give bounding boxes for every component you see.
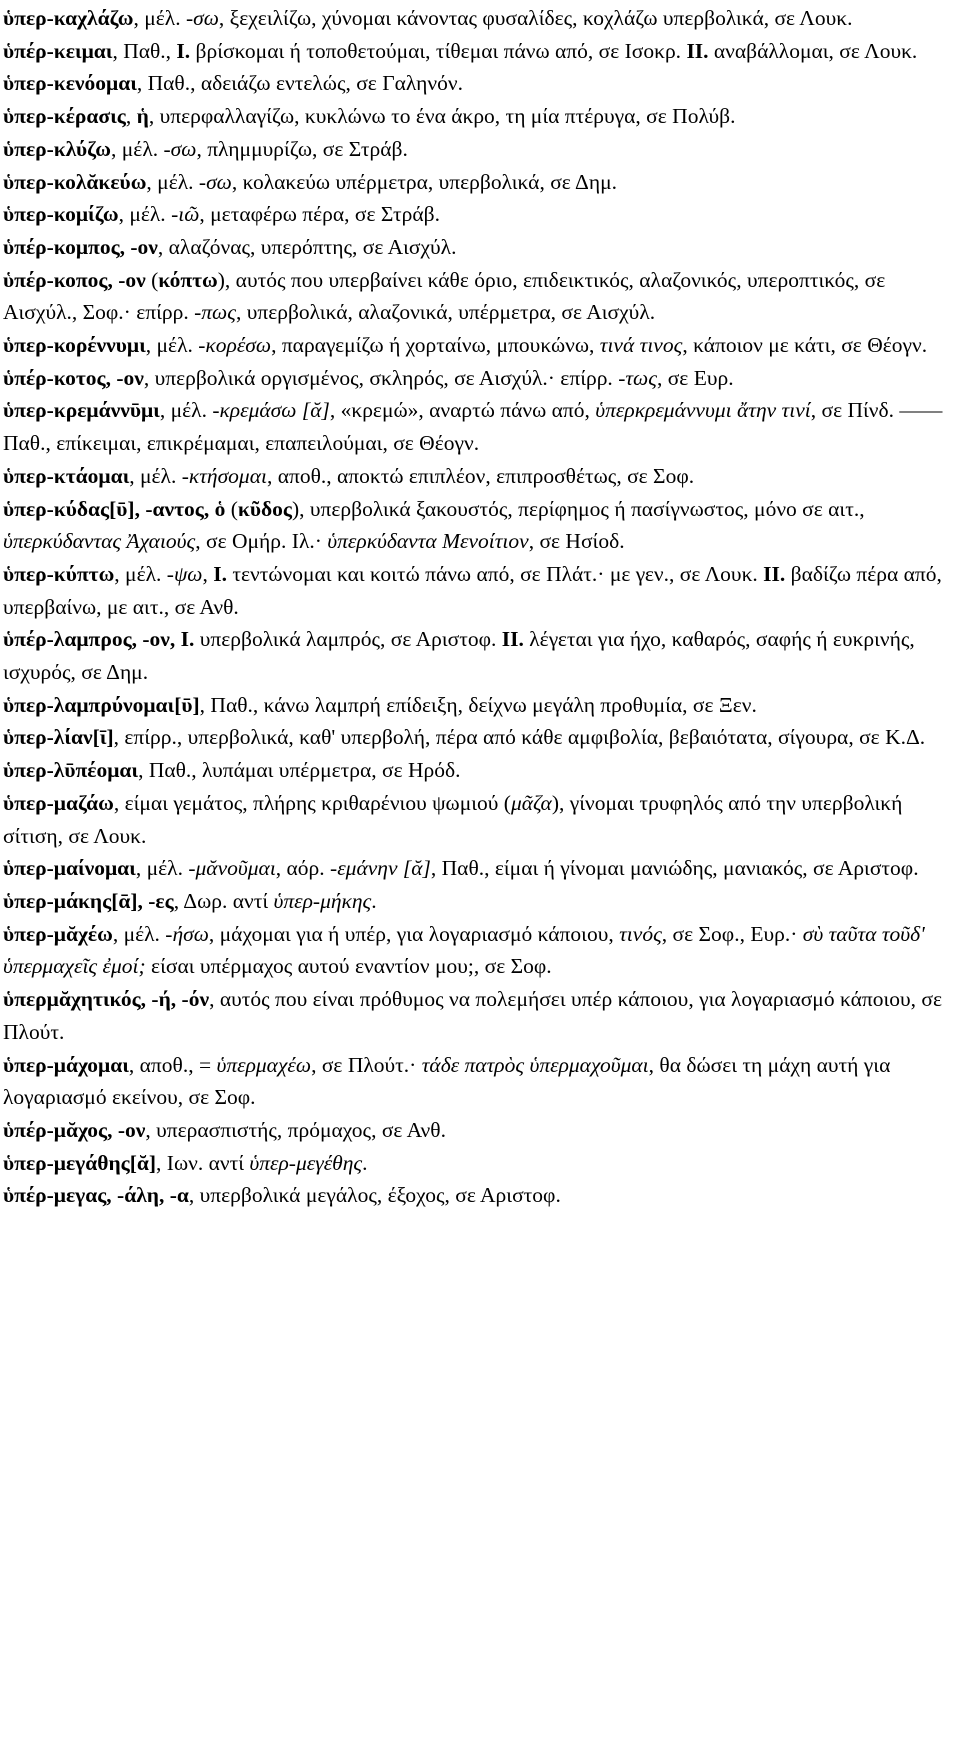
- entry-text: , σε Ομήρ. Ιλ.·: [195, 529, 328, 554]
- dictionary-entry: [3, 394, 946, 459]
- entry-text: , μέλ.: [118, 202, 172, 227]
- dictionary-entry: [3, 231, 946, 264]
- entry-text: , μέλ.: [145, 333, 199, 358]
- dictionary-entry: [3, 787, 946, 852]
- entry-text: , Δωρ. αντί: [173, 888, 274, 913]
- entry-headword: ὑπερ-κτάομαι: [3, 463, 130, 488]
- entry-headword: ὑπερ-μᾰχέω: [3, 921, 113, 946]
- entry-headword: ὑπερ-κολᾰκεύω: [3, 169, 147, 194]
- entry-headword: II.: [501, 627, 524, 652]
- entry-text: , υπερασπιστής, πρόμαχος, σε Ανθ.: [145, 1117, 446, 1142]
- entry-text: , μέλ.: [114, 561, 167, 586]
- entry-italic-text: -σω: [163, 136, 197, 161]
- entry-headword: ὑπέρ-κειμαι: [3, 38, 113, 63]
- dictionary-entry: [3, 754, 946, 787]
- entry-text: , Παθ., αδειάζω εντελώς, σε Γαληνόν.: [136, 71, 463, 96]
- entry-text: ), γίνομαι τρυφηλός από την υπερβολική σίτιση, σε Λουκ.: [3, 790, 903, 848]
- dictionary-entry: [3, 67, 946, 100]
- entry-text: , επίρρ., υπερβολικά, καθ' υπερβολή, πέρα από κάθε αμφιβολία, βεβαιότατα, σίγουρα, σε Κ.Δ.: [113, 725, 926, 750]
- entry-text: , αόρ.: [275, 856, 331, 881]
- entry-text: , σε Πίνδ. —— Παθ., επίκειμαι, επικρέμαμαι, επαπειλούμαι, σε Θέογν.: [3, 398, 943, 456]
- entry-italic-text: ὑπερ-μήκης: [273, 888, 372, 913]
- dictionary-entry: [3, 100, 946, 133]
- entry-text: λέγεται για ήχο, καθαρός, σαφής ή ευκρινής, ισχυρός, σε Δημ.: [3, 627, 915, 685]
- entry-headword: ὑπερ-κομίζω: [3, 202, 119, 227]
- entry-text: ,: [125, 104, 137, 129]
- entry-italic-text: σὺ ταῦτα τοῦδ' ὑπερμαχεῖς ἐμοί;: [3, 921, 925, 979]
- entry-text: , σε Ησίοδ.: [528, 529, 625, 554]
- entry-text: , ξεχειλίζω, χύνομαι κάνοντας φυσαλίδες, κοχλάζω υπερβολικά, σε Λουκ.: [218, 6, 853, 30]
- entry-text: , υπερβολικά μεγάλος, έξοχος, σε Αριστοφ.: [188, 1183, 561, 1208]
- entry-italic-text: -πως: [194, 300, 236, 325]
- entry-headword: ὑπερ-κορέννυμι: [3, 333, 146, 358]
- dictionary-entry: [3, 852, 946, 885]
- entry-headword: I.: [176, 38, 191, 63]
- entry-headword: ὑπέρ-λαμπρος, -ον, I.: [3, 627, 195, 652]
- entry-text: , μέλ.: [129, 463, 182, 488]
- entry-text: βαδίζω πέρα από, υπερβαίνω, με αιτ., σε Ανθ.: [3, 561, 942, 619]
- entry-italic-text: -κτήσομαι: [181, 463, 267, 488]
- entry-headword: ὑπερ-μεγάθης[ᾰ]: [3, 1150, 157, 1175]
- entry-headword: ὑπερ-καχλάζω: [3, 6, 134, 30]
- entry-text: , Παθ., κάνω λαμπρή επίδειξη, δείχνω μεγάλη προθυμία, σε Ξεν.: [199, 692, 757, 717]
- entry-headword: ὑπέρ-μεγας, -άλη, -α: [3, 1183, 189, 1208]
- entry-italic-text: τινά τινος: [599, 333, 683, 358]
- entry-text: (: [225, 496, 238, 521]
- entry-headword: ὑπερ-κύδας[ῡ], -αντος, ὁ: [3, 496, 226, 521]
- entry-text: .: [362, 1150, 368, 1175]
- entry-text: ), υπερβολικά ξακουστός, περίφημος ή πασίγνωστος, μόνο σε αιτ.,: [291, 496, 865, 521]
- entry-text: αναβάλλομαι, σε Λουκ.: [708, 38, 918, 63]
- entry-text: , Παθ.,: [112, 38, 177, 63]
- entry-text: , υπερβολικά, αλαζονικά, υπέρμετρα, σε Αισχύλ.: [235, 300, 656, 325]
- entry-text: , μέλ.: [159, 398, 213, 423]
- entry-headword: ὑπερ-κύπτω: [3, 561, 115, 586]
- entry-text: , σε Ευρ.: [656, 365, 734, 390]
- entry-text: , μέλ.: [112, 921, 166, 946]
- entry-italic-text: -μᾰνοῦμαι: [188, 856, 276, 881]
- entry-headword: κόπτω: [158, 267, 218, 292]
- entry-text: ), αυτός που υπερβαίνει κάθε όριο, επιδεικτικός, αλαζονικός, υπεροπτικός, σε Αισχύλ., Σοφ.· επίρρ.: [3, 267, 886, 325]
- entry-text: , μέλ.: [111, 136, 164, 161]
- entry-headword: ἡ: [136, 104, 149, 129]
- entry-headword: ὑπερ-μάκης[ᾱ], -ες: [3, 888, 174, 913]
- dictionary-entry: [3, 460, 946, 493]
- dictionary-entry: [3, 2, 946, 35]
- entry-text: υπερβολικά λαμπρός, σε Αριστοφ.: [194, 627, 502, 652]
- entry-headword: II.: [686, 38, 709, 63]
- dictionary-entry: [3, 35, 946, 68]
- entry-text: , αλαζόνας, υπερόπτης, σε Αισχύλ.: [157, 234, 457, 259]
- dictionary-entry: [3, 1049, 946, 1114]
- entry-italic-text: ὑπερμαχέω: [216, 1052, 312, 1077]
- entry-text: , πλημμυρίζω, σε Στράβ.: [196, 136, 408, 161]
- entry-headword: ὑπερμᾰχητικός, -ή, -όν: [3, 987, 210, 1012]
- entry-italic-text: -σω: [185, 6, 219, 30]
- dictionary-entry: [3, 493, 946, 558]
- entry-headword: ὑπέρ-κοπος, -ον: [3, 267, 146, 292]
- entry-text: , Παθ., λυπάμαι υπέρμετρα, σε Ηρόδ.: [138, 758, 461, 783]
- dictionary-entry: [3, 166, 946, 199]
- dictionary-entry: [3, 1179, 946, 1212]
- entry-headword: ὑπερ-λῡπέομαι: [3, 758, 139, 783]
- entry-text: , Ιων. αντί: [156, 1150, 250, 1175]
- entry-text: (: [145, 267, 159, 292]
- entry-text: , μάχομαι για ή υπέρ, για λογαριασμό κάποιου,: [208, 921, 620, 946]
- dictionary-entry: [3, 558, 946, 623]
- entry-text: , αποθ., =: [128, 1052, 217, 1077]
- entry-text: είσαι υπέρμαχος αυτού εναντίον μου;, σε Σοφ.: [145, 954, 552, 979]
- entry-italic-text: -κορέσω: [198, 333, 272, 358]
- entry-headword: II.: [763, 561, 786, 586]
- entry-headword: ὑπερ-κέρασις: [3, 104, 126, 129]
- dictionary-entry: [3, 329, 946, 362]
- entry-italic-text: -ιῶ: [171, 202, 200, 227]
- entry-text: , υπερβολικά οργισμένος, σκληρός, σε Αισχύλ.· επίρρ.: [143, 365, 619, 390]
- entry-headword: ὑπερ-λαμπρύνομαι[ῡ]: [3, 692, 200, 717]
- entry-text: , μεταφέρω πέρα, σε Στράβ.: [199, 202, 440, 227]
- entry-text: ,: [202, 561, 214, 586]
- entry-text: , κάποιον με κάτι, σε Θέογν.: [682, 333, 928, 358]
- entry-headword: ὑπέρ-κομπος, -ον: [3, 234, 158, 259]
- entry-headword: I.: [213, 561, 227, 586]
- entry-headword: ὑπερ-μαίνομαι: [3, 856, 136, 881]
- dictionary-entry: [3, 264, 946, 329]
- dictionary-entry: [3, 721, 946, 754]
- entry-headword: ὑπερ-κενόομαι: [3, 71, 137, 96]
- entry-italic-text: ὑπερ-μεγέθης: [249, 1150, 363, 1175]
- entry-italic-text: ὑπερκύδαντας Ἀχαιούς: [3, 529, 196, 554]
- entry-text: τεντώνομαι και κοιτώ πάνω από, σε Πλάτ.· με γεν., σε Λουκ.: [226, 561, 764, 586]
- entry-headword: ὑπέρ-κοτος, -ον: [3, 365, 144, 390]
- dictionary-entry: [3, 198, 946, 231]
- entry-headword: ὑπερ-κρεμάννῡμι: [3, 398, 160, 423]
- dictionary-entry: [3, 1147, 946, 1180]
- entry-text: .: [371, 888, 377, 913]
- entry-text: , παραγεμίζω ή χορταίνω, μπουκώνω,: [271, 333, 600, 358]
- entry-italic-text: μᾶζα: [510, 790, 552, 815]
- entry-text: , μέλ.: [146, 169, 199, 194]
- entry-italic-text: -τως: [618, 365, 657, 390]
- entry-text: , σε Σοφ., Ευρ.·: [661, 921, 803, 946]
- entry-headword: ὑπερ-λίαν[ῑ]: [3, 725, 114, 750]
- dictionary-entry: [3, 885, 946, 918]
- entry-headword: ὑπερ-κλύζω: [3, 136, 112, 161]
- entry-italic-text: -ήσω: [165, 921, 209, 946]
- entry-headword: ὑπερ-μαζάω: [3, 790, 114, 815]
- entry-text: , αποθ., αποκτώ επιπλέον, επιπροσθέτως, σε Σοφ.: [266, 463, 695, 488]
- entry-text: , σε Πλούτ.·: [311, 1052, 422, 1077]
- dictionary-entry: [3, 362, 946, 395]
- entry-text: , θα δώσει τη μάχη αυτή για λογαριασμό εκείνου, σε Σοφ.: [3, 1052, 891, 1110]
- entry-italic-text: τάδε πατρὸς ὑπερμαχοῦμαι: [421, 1052, 649, 1077]
- entry-text: , «κρεμώ», αναρτώ πάνω από,: [329, 398, 596, 423]
- entry-italic-text: -σω: [198, 169, 232, 194]
- entry-italic-text: ὑπερκρεμάννυμι ἄτην τινί: [595, 398, 811, 423]
- dictionary-entry: [3, 918, 946, 983]
- entry-text: , αυτός που είναι πρόθυμος να πολεμήσει υπέρ κάποιου, για λογαριασμό κάποιου, σε Πλούτ.: [3, 987, 943, 1044]
- dictionary-entry: [3, 1114, 946, 1147]
- entry-headword: κῦδος: [237, 496, 292, 521]
- entry-text: , είμαι γεμάτος, πλήρης κριθαρένιου ψωμιού (: [113, 790, 511, 815]
- dictionary-entry: [3, 983, 946, 1048]
- entry-text: , υπερφαλλαγίζω, κυκλώνω το ένα άκρο, τη μία πτέρυγα, σε Πολύβ.: [148, 104, 736, 129]
- entry-text: , μέλ.: [135, 856, 189, 881]
- dictionary-entry: [3, 133, 946, 166]
- entry-text: βρίσκομαι ή τοποθετούμαι, τίθεμαι πάνω από, σε Ισοκρ.: [190, 38, 687, 63]
- entry-italic-text: -ψω: [166, 561, 203, 586]
- entry-italic-text: -εμάνην [ᾰ]: [330, 856, 431, 881]
- entry-italic-text: ὑπερκύδαντα Μενοίτιον: [327, 529, 529, 554]
- entry-text: , κολακεύω υπέρμετρα, υπερβολικά, σε Δημ.: [231, 169, 617, 194]
- entry-italic-text: τινός: [619, 921, 662, 946]
- dictionary-entry: [3, 623, 946, 688]
- entry-italic-text: -κρεμάσω [ᾰ]: [212, 398, 330, 423]
- entry-headword: ὑπέρ-μᾰχος, -ον: [3, 1117, 146, 1142]
- entry-text: , μέλ.: [133, 6, 186, 30]
- entry-headword: ὑπερ-μάχομαι: [3, 1052, 129, 1077]
- entry-text: , Παθ., είμαι ή γίνομαι μανιώδης, μανιακός, σε Αριστοφ.: [430, 856, 919, 881]
- dictionary-entry: [3, 689, 946, 722]
